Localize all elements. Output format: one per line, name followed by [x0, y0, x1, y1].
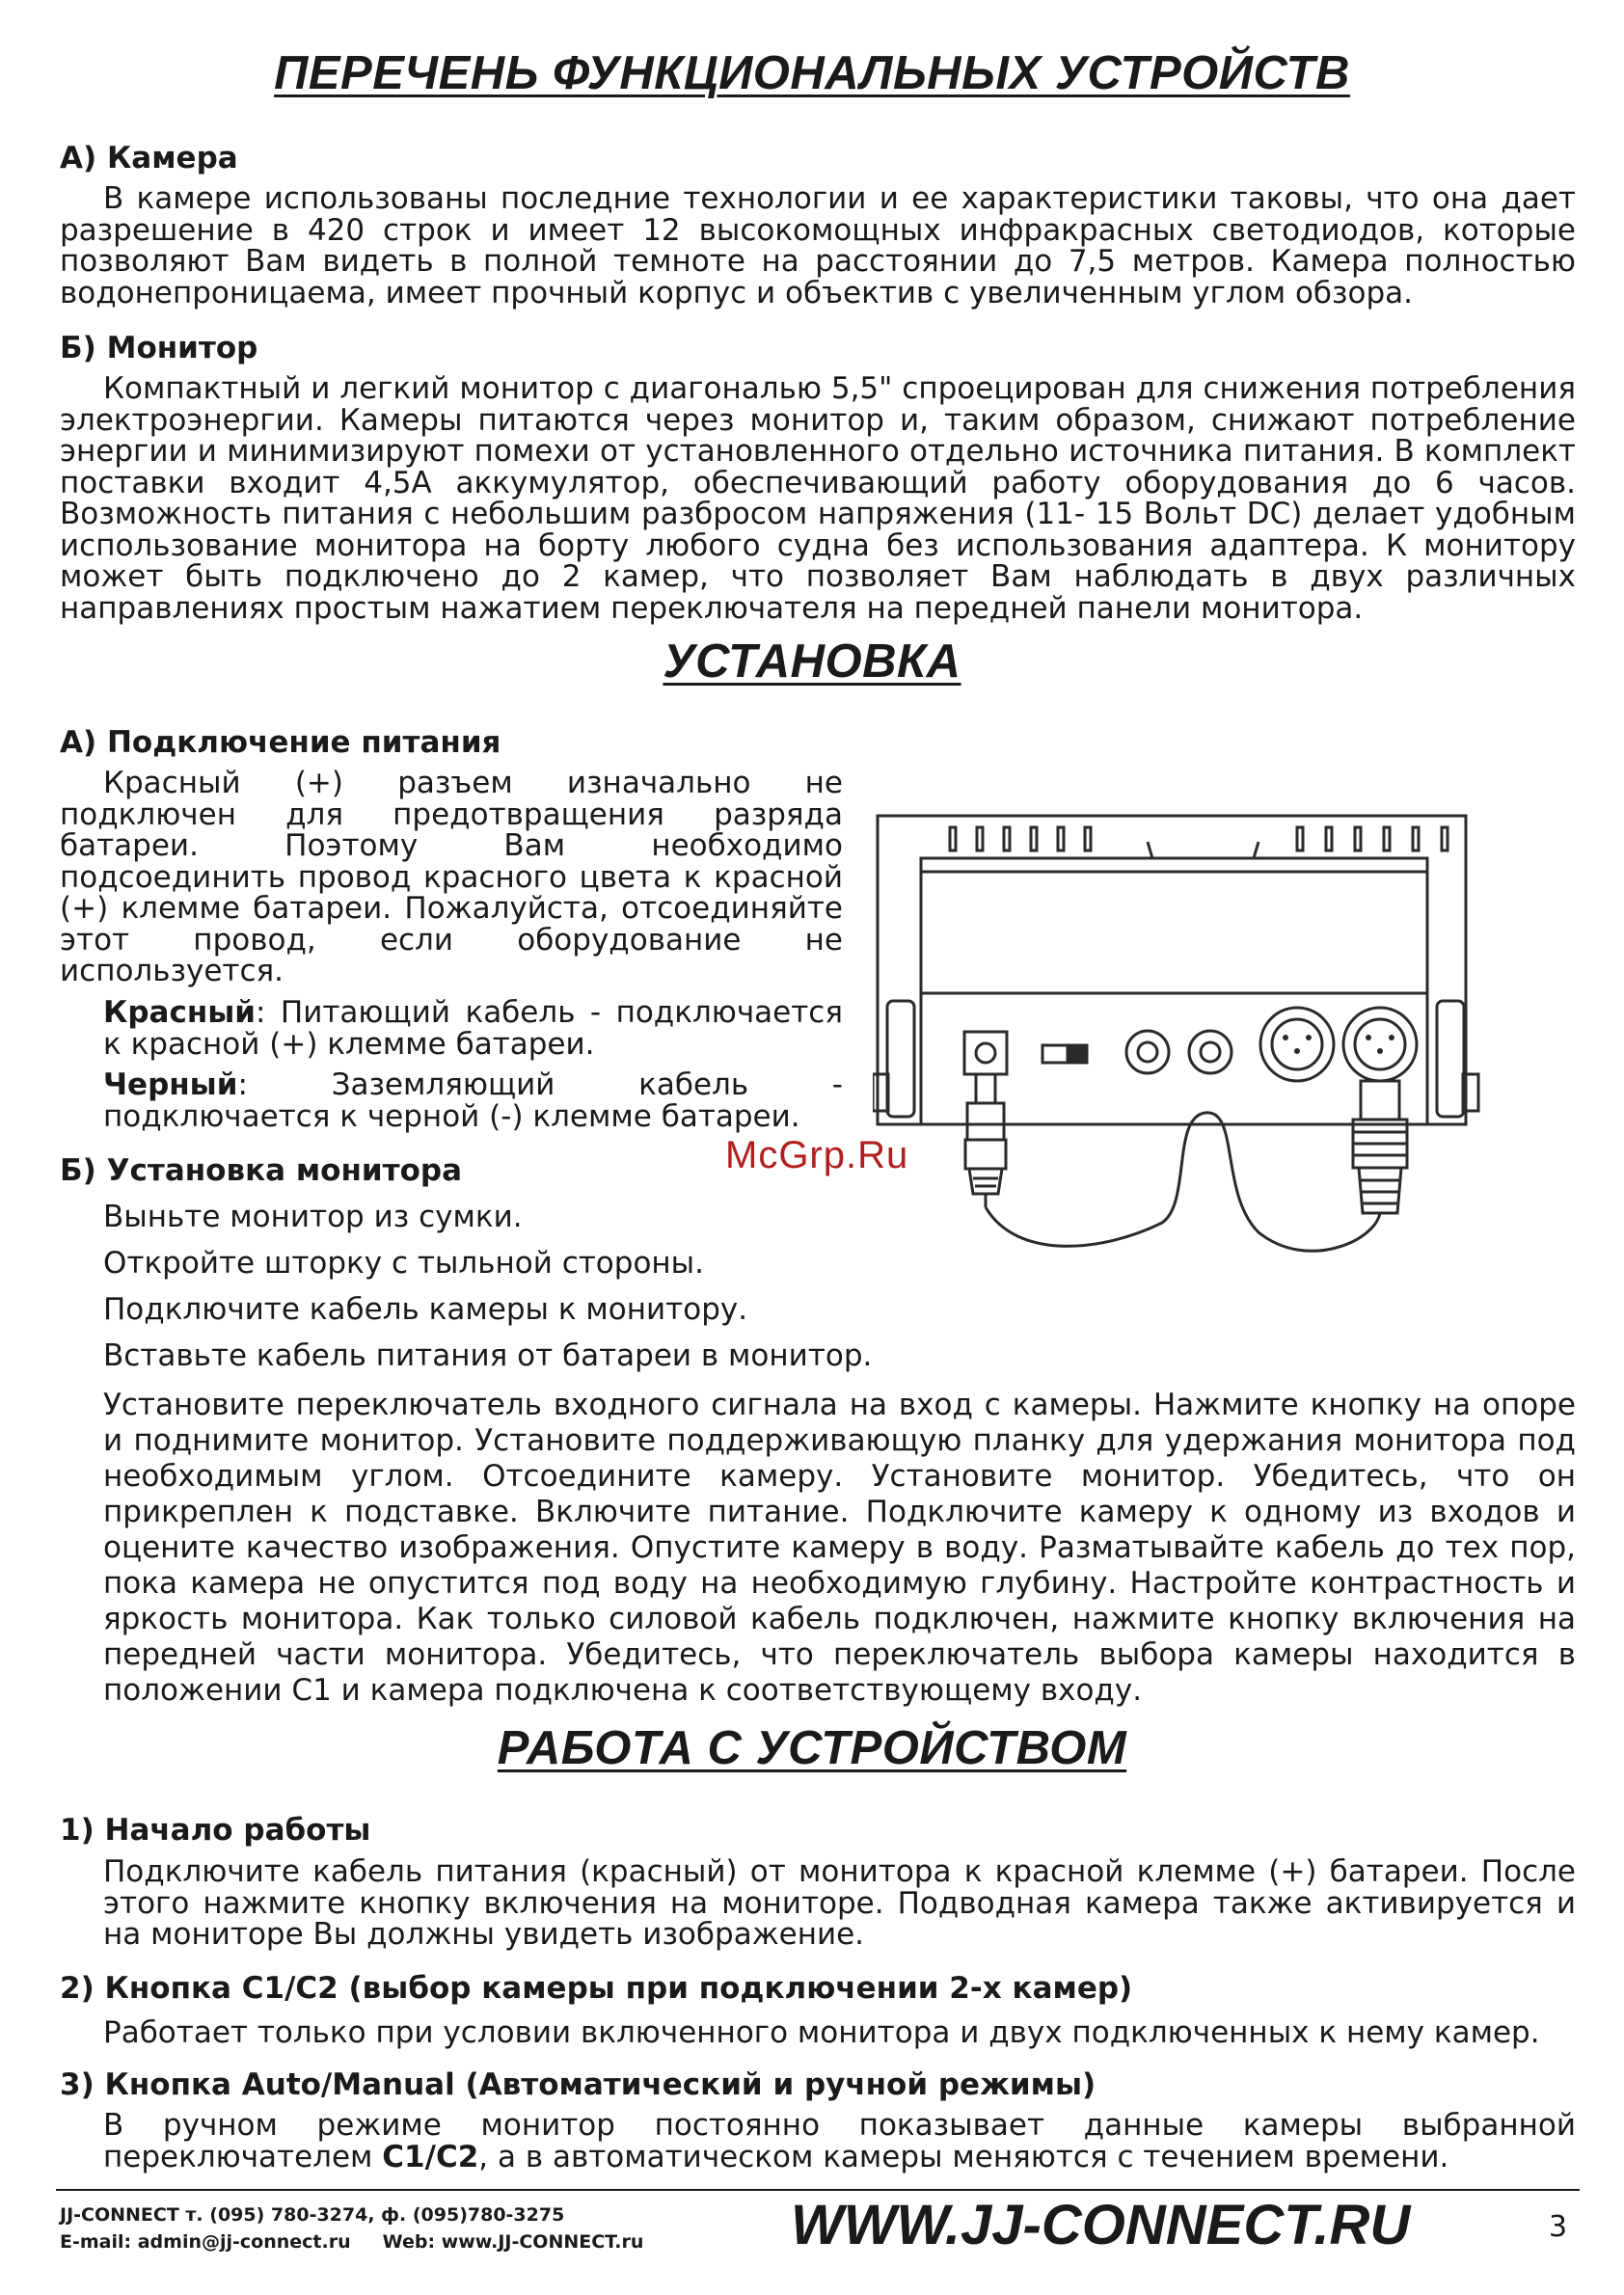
rca-input-1-icon: [1126, 1031, 1169, 1073]
start-text: Подключите кабель питания (красный) от монитора к красной клемме (+) батареи. После этого нажмите кнопку включения на мониторе. Подводная камера также активируется и на мониторе Вы должны увидеть изображение.: [103, 1854, 1576, 1952]
install-step: Подключите кабель камеры к монитору.: [103, 1292, 748, 1327]
section-title-devices: ПЕРЕЧЕНЬ ФУНКЦИОНАЛЬНЫХ УСТРОЙСТВ: [274, 47, 1350, 99]
start-heading: 1) Начало работы: [60, 1813, 371, 1848]
c1c2-heading: 2) Кнопка С1/С2 (выбор камеры при подключении 2-х камер): [60, 1971, 1133, 2006]
camera-heading: А) Камера: [60, 141, 238, 176]
red-cable-text: : Питающий кабель - подключается к красной (+) клемме батареи.: [103, 995, 843, 1062]
red-cable-note: [103, 997, 843, 1060]
dc-power-jack-icon: [964, 1032, 1007, 1074]
red-cable-label: Красный: [103, 995, 256, 1030]
auto-manual-text-part: В ручном режиме монитор постоянно показывает данные камеры выбранной переключателем: [103, 2108, 1576, 2174]
monitor-text: Компактный и легкий монитор с диагональю 5,5" спроецирован для снижения потребления электроэнергии. Камеры питаются через монитор и, таким образом, снижают потребление энергии и минимизируют помехи от установленного отдельно источника питания. В комплект поставки входит 4,5А аккумулятор, обеспечивающий работу оборудования до 6 часов. Возможность питания с небольшим разбросом напряжения (11- 15 Вольт DC) делает удобным использование монитора на борту любого судна без использования адаптера. К монитору может быть подключено до 2 камер, что позволяет Вам наблюдать в двух различных направлениях простым нажатием переключателя на передней панели монитора.: [60, 371, 1576, 626]
connecting-cable: [986, 1113, 1380, 1251]
install-step: Выньте монитор из сумки.: [103, 1200, 523, 1234]
vent-slots-right-icon: [1297, 827, 1448, 850]
right-bracket: [1437, 1001, 1464, 1117]
vent-slots-left-icon: [950, 827, 1091, 850]
black-cable-text: : Заземляющий кабель - подключается к черной (-) клемме батареи.: [103, 1067, 843, 1134]
c1c2-bold: С1/С2: [382, 2139, 479, 2174]
auto-manual-heading: 3) Кнопка Auto/Manual (Автоматический и ручной режимы): [60, 2067, 1096, 2102]
din-plug-icon: [1353, 1081, 1407, 1213]
install-heading: Б) Установка монитора: [60, 1153, 462, 1188]
power-heading: А) Подключение питания: [60, 725, 501, 760]
watermark: McGrp.Ru: [725, 1134, 909, 1176]
footer-contacts-phone: JJ-CONNECT т. (095) 780-3274, ф. (095)780-3275: [60, 2204, 565, 2226]
black-cable-label: Черный: [103, 1067, 238, 1102]
left-bracket: [887, 1001, 914, 1117]
c1c2-text: Работает только при условии включенного монитора и двух подключенных к нему камер.: [103, 2015, 1540, 2050]
inner-frame: [921, 858, 1427, 993]
power-plug-icon: [965, 1074, 1006, 1207]
auto-manual-text-part: , а в автоматическом камеры меняются с течением времени.: [478, 2139, 1449, 2174]
rca-input-2-icon: [1189, 1031, 1232, 1073]
monitor-heading: Б) Монитор: [60, 331, 258, 365]
power-text: Красный (+) разъем изначально не подключен для предотвращения разряда батареи. Поэтому Вам необходимо подсоединить провод красного цвета к красной (+) клемме батареи. Пожалуйста, отсоединяйте этот провод, если оборудование не используется.: [60, 766, 843, 988]
install-step: Вставьте кабель питания от батареи в монитор.: [103, 1338, 873, 1373]
black-cable-note: [103, 1069, 843, 1132]
page-number: 3: [1549, 2210, 1568, 2244]
monitor-housing-outline: [878, 816, 1466, 1124]
section-title-operation: РАБОТА С УСТРОЙСТВОМ: [497, 1722, 1127, 1774]
handle-bump: [1148, 842, 1259, 858]
footer-website: WWW.JJ-CONNECT.RU: [791, 2194, 1411, 2256]
install-text: Установите переключатель входного сигнала на вход с камеры. Нажмите кнопку на опоре и поднимите монитор. Установите поддерживающую планку для удержания монитора под необходимым углом. Отсоедините камеру. Установите монитор. Убедитесь, что он прикреплен к подставке. Включите питание. Подключите камеру к одному из входов и оцените качество изображения. Опустите камеру в воду. Разматывайте кабель до тех пор, пока камера не опустится под воду на необходимую глубину. Настройте контрастность и яркость монитора. Как только силовой кабель подключен, нажмите кнопку включения на передней части монитора. Убедитесь, что переключатель выбора камеры находится в положении С1 и камера подключена к соответствующему входу.: [103, 1388, 1576, 1708]
auto-manual-text: [103, 2110, 1576, 2173]
footer-contacts-email: E-mail: admin@jj-connect.ru Web: www.JJ-CONNECT.ru: [60, 2231, 644, 2253]
connector-panel: [921, 993, 1427, 1124]
section-title-installation: УСТАНОВКА: [663, 635, 961, 688]
monitor-back-panel-diagram: [873, 808, 1557, 1271]
camera-text: В камере использованы последние технологии и ее характеристики таковы, что она дает разрешение в 420 строк и имеет 12 высокомощных инфракрасных светодиодов, которые позволяют Вам видеть в полной темноте на расстоянии до 7,5 метров. Камера полностью водонепроницаема, имеет прочный корпус и объектив с увеличенным углом обзора.: [60, 181, 1576, 310]
install-step: Откройте шторку с тыльной стороны.: [103, 1246, 705, 1281]
footer-rule: [56, 2189, 1580, 2191]
